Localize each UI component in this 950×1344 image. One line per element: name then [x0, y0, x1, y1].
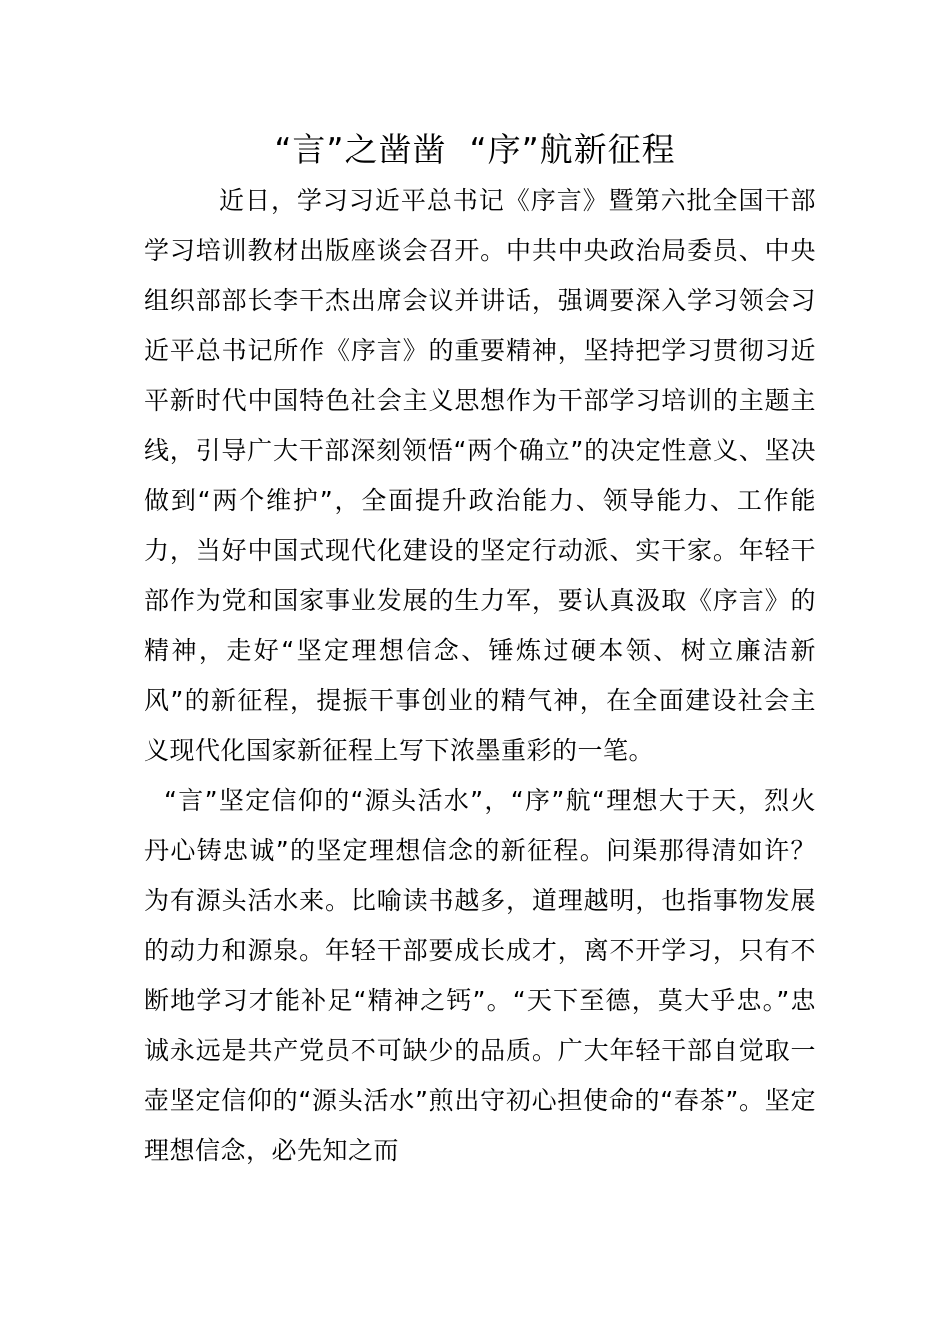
document-body: [144, 176, 816, 1176]
paragraph-1: 近日，学习习近平总书记《序言》暨第六批全国干部学习培训教材出版座谈会召开。中共中央政治局委员、中央组织部部长李干杰出席会议并讲话，强调要深入学习领会习近平总书记所作《序言》的重要精神，坚持把学习贯彻习近平新时代中国特色社会主义思想作为干部学习培训的主题主线，引导广大干部深刻领悟“两个确立”的决定性意义、坚决做到“两个维护”，全面提升政治能力、领导能力、工作能力，当好中国式现代化建设的坚定行动派、实干家。年轻干部作为党和国家事业发展的生力军，要认真汲取《序言》的精神，走好“坚定理想信念、锤炼过硬本领、树立廉洁新风”的新征程，提振干事创业的精气神，在全面建设社会主义现代化国家新征程上写下浓墨重彩的一笔。: [144, 186, 816, 765]
paragraph-2: “言”坚定信仰的“源头活水”，“序”航“理想大于天，烈火丹心铸忠诚”的坚定理想信念的新征程。问渠那得清如许？为有源头活水来。比喻读书越多，道理越明，也指事物发展的动力和源泉。年轻干部要成长成才，离不开学习，只有不断地学习才能补足“精神之钙”。“天下至德，莫大乎忠。”忠诚永远是共产党员不可缺少的品质。广大年轻干部自觉取一壶坚定信仰的“源头活水”煎出守初心担使命的“春茶”。坚定理想信念，必先知之而: [144, 786, 816, 1165]
document-title: “言”之凿凿 “序”航新征程: [274, 130, 676, 169]
